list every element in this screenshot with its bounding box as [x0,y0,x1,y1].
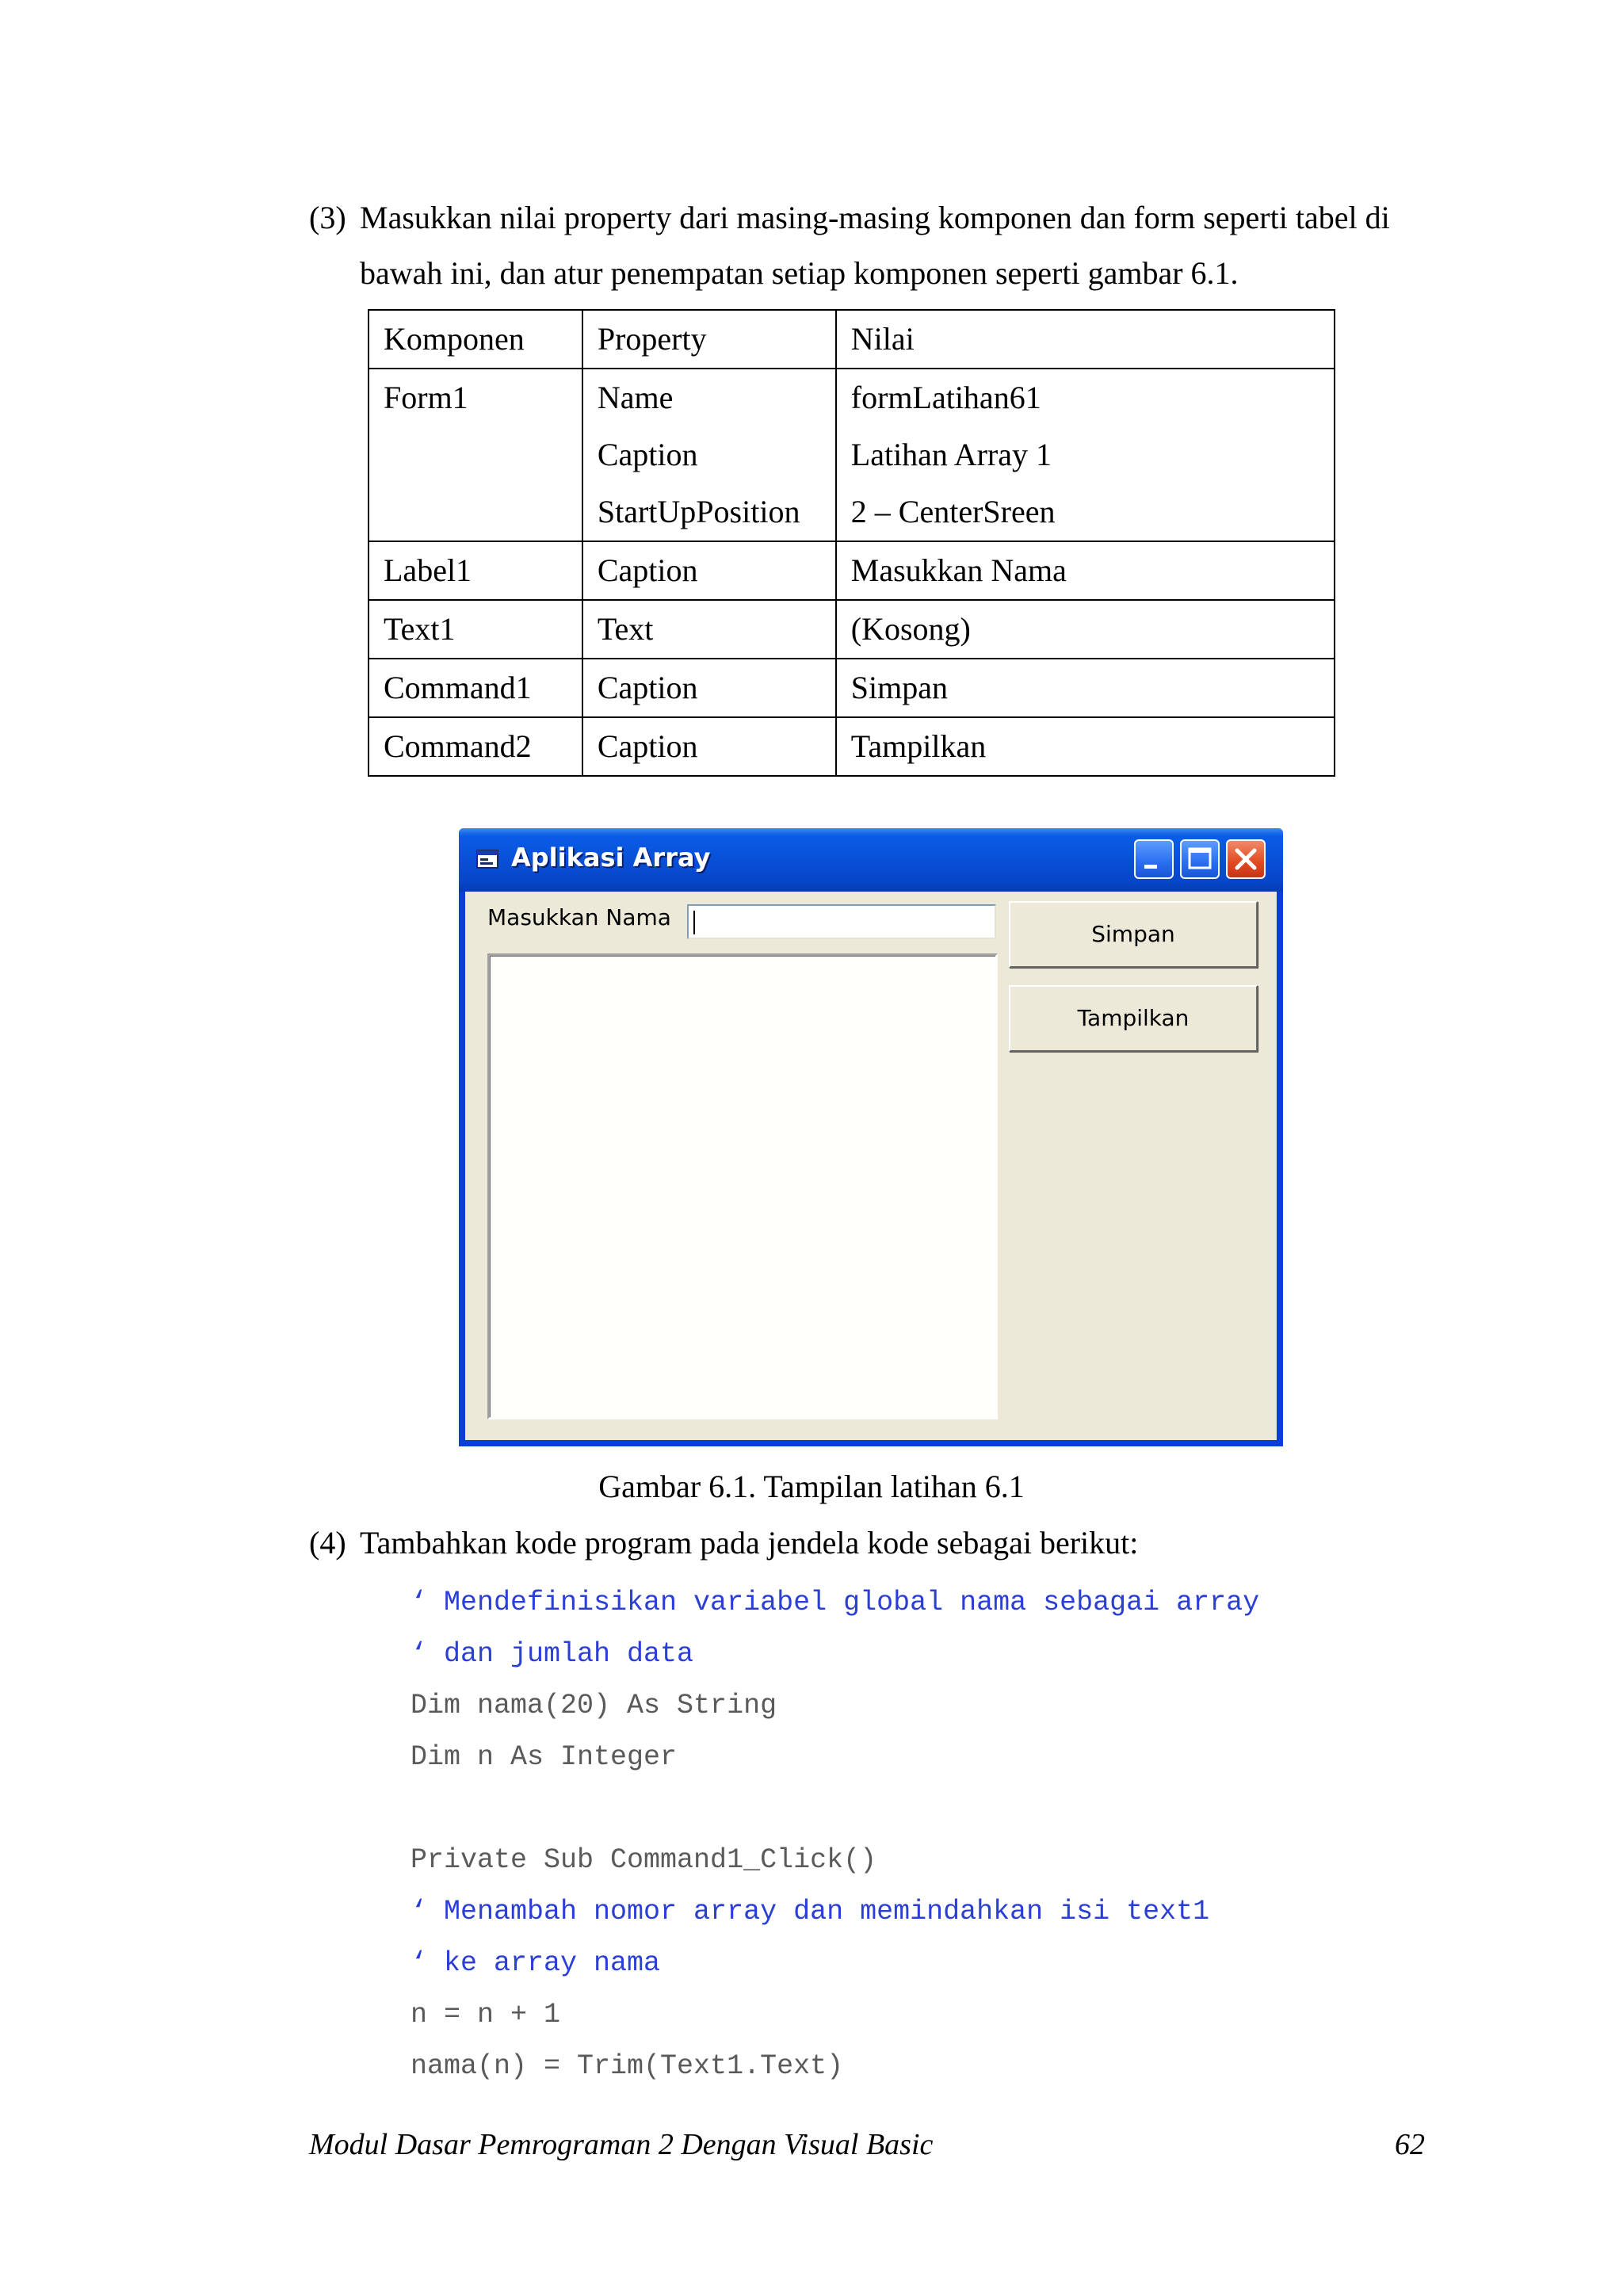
property-caption: Caption [597,437,698,472]
code-comment-line: ‘ dan jumlah data [411,1638,694,1670]
property-startupposition: StartUpPosition [597,494,800,529]
step-3-paragraph [309,190,1442,301]
page-number: 62 [1395,2128,1425,2161]
table-row [369,541,1335,600]
table-row [369,369,1335,541]
maximize-icon [1182,841,1218,877]
form-client-area [465,892,1277,1440]
header-nilai: Nilai [836,310,1335,369]
cell-nilai: Tampilkan [836,717,1335,776]
cell-nilai: Simpan [836,659,1335,717]
table-row [369,717,1335,776]
code-block [411,1577,1259,2092]
step-number: (4) [309,1525,346,1561]
value-startupposition: 2 – CenterSreen [850,494,1056,529]
code-line: nama(n) = Trim(Text1.Text) [411,2050,844,2082]
maximize-button[interactable] [1180,839,1220,879]
property-table [368,309,1335,777]
cell-property: Text [582,600,836,659]
step-number: (3) [309,200,346,235]
code-comment-line: ‘ ke array nama [411,1947,661,1979]
step-text: Masukkan nilai property dari masing-masing komponen dan form seperti tabel di bawah ini, dan atur penempatan setiap komponen seperti gambar 6.1. [360,200,1390,291]
footer-title: Modul Dasar Pemrograman 2 Dengan Visual Basic [309,2128,934,2161]
simpan-button[interactable]: Simpan [1009,901,1258,968]
code-comment-line: ‘ Mendefinisikan variabel global nama sebagai array [411,1587,1260,1618]
minimize-button[interactable] [1134,839,1174,879]
cell-nilai: (Kosong) [836,600,1335,659]
cell-nilai: Masukkan Nama [836,541,1335,600]
step-4-paragraph [309,1515,1442,1571]
cell-komponen: Command1 [369,659,582,717]
value-name: formLatihan61 [850,380,1041,415]
table-row [369,600,1335,659]
text-caret [693,911,695,934]
code-line: Private Sub Command1_Click() [411,1844,877,1876]
code-line: Dim nama(20) As String [411,1690,777,1721]
figure-caption: Gambar 6.1. Tampilan latihan 6.1 [598,1469,1025,1504]
property-name: Name [597,380,674,415]
header-property: Property [582,310,836,369]
code-comment-line: ‘ Menambah nomor array dan memindahkan isi text1 [411,1896,1210,1927]
code-blank-line [411,1783,1259,1835]
app-window [459,828,1283,1446]
cell-komponen: Text1 [369,600,582,659]
vb-form-icon[interactable] [476,847,500,869]
table-header-row [369,310,1335,369]
cell-property: Caption [582,541,836,600]
close-icon [1228,841,1264,877]
code-line: n = n + 1 [411,1999,561,2030]
header-komponen: Komponen [369,310,582,369]
cell-property [582,369,836,541]
cell-komponen: Form1 [369,369,582,541]
value-caption: Latihan Array 1 [850,437,1052,472]
close-button[interactable] [1226,839,1266,879]
cell-komponen: Label1 [369,541,582,600]
cell-komponen: Command2 [369,717,582,776]
title-bar[interactable] [459,828,1283,892]
tampilkan-button[interactable]: Tampilkan [1009,985,1258,1052]
cell-property: Caption [582,659,836,717]
table-row [369,659,1335,717]
step-text: Tambahkan kode program pada jendela kode sebagai berikut: [360,1525,1139,1561]
label-masukkan-nama: Masukkan Nama [487,904,671,930]
cell-property: Caption [582,717,836,776]
list-box[interactable] [487,953,998,1419]
window-title: Aplikasi Array [511,842,711,873]
nama-text-input[interactable] [687,904,996,939]
minimize-icon [1136,841,1172,877]
cell-nilai [836,369,1335,541]
code-line: Dim n As Integer [411,1741,678,1773]
